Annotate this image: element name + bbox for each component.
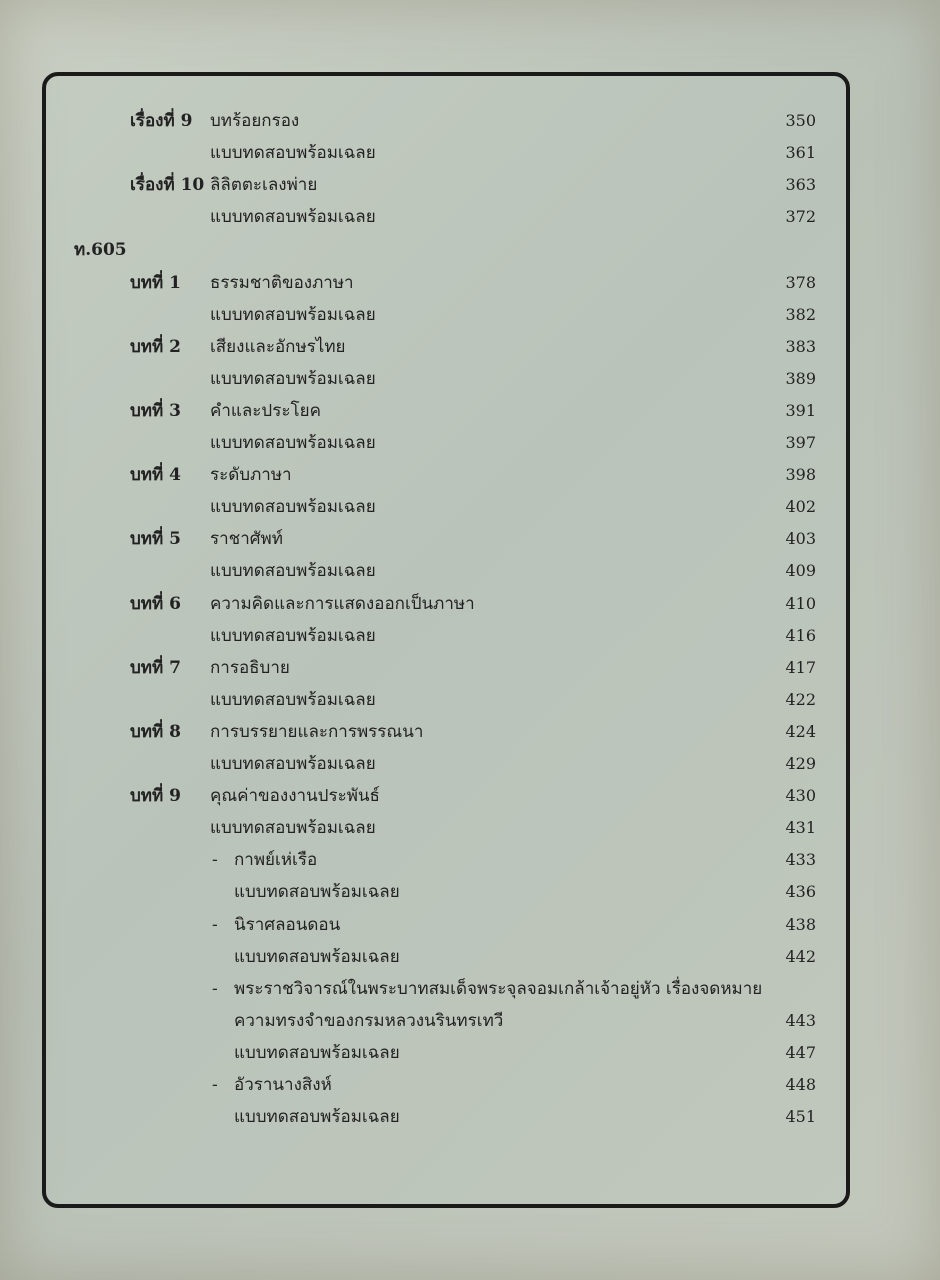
toc-page-number: 430 bbox=[785, 786, 816, 806]
toc-row bbox=[46, 202, 846, 232]
toc-row bbox=[46, 653, 846, 683]
toc-page-number: 451 bbox=[785, 1107, 816, 1127]
toc-row bbox=[46, 1038, 846, 1068]
toc-row bbox=[46, 589, 846, 619]
toc-row bbox=[46, 300, 846, 330]
toc-entry-title: พระราชวิจารณ์ในพระบาทสมเด็จพระจุลจอมเกล้าเจ้าอยู่หัว เรื่องจดหมาย bbox=[234, 978, 763, 999]
toc-entry-title: นิราศลอนดอน bbox=[234, 914, 341, 935]
toc-bullet: - bbox=[212, 1075, 218, 1095]
toc-entry-title: แบบทดสอบพร้อมเฉลย bbox=[210, 304, 376, 325]
toc-row bbox=[46, 717, 846, 747]
toc-entry-title: ลิลิตตะเลงพ่าย bbox=[210, 175, 318, 196]
toc-entry-title: แบบทดสอบพร้อมเฉลย bbox=[210, 754, 376, 774]
toc-row bbox=[46, 1070, 846, 1100]
toc-entry-title: แบบทดสอบพร้อมเฉลย bbox=[210, 625, 376, 646]
toc-row bbox=[46, 332, 846, 362]
toc-row bbox=[46, 556, 846, 586]
toc-frame bbox=[42, 72, 850, 1208]
toc-entry-title: บทร้อยกรอง bbox=[210, 111, 300, 131]
toc-page-number: 447 bbox=[785, 1042, 816, 1062]
toc-page-number: 389 bbox=[785, 368, 816, 388]
toc-row bbox=[46, 138, 846, 168]
toc-page-number: 433 bbox=[785, 850, 816, 870]
toc-page-number: 372 bbox=[785, 207, 816, 227]
toc-chapter-label: บทที่ 6 bbox=[130, 593, 181, 614]
toc-page-number: 424 bbox=[785, 721, 816, 741]
toc-page-number: 350 bbox=[785, 111, 816, 130]
toc-page-number: 402 bbox=[785, 497, 816, 517]
toc-chapter-label: บทที่ 9 bbox=[130, 786, 181, 807]
toc-entry-title: คุณค่าของงานประพันธ์ bbox=[210, 786, 380, 807]
toc-page-number: 382 bbox=[785, 304, 816, 324]
toc-chapter-label: บทที่ 7 bbox=[130, 657, 181, 678]
toc-page-number: 438 bbox=[785, 914, 816, 934]
toc-entry-title: แบบทดสอบพร้อมเฉลย bbox=[234, 1042, 400, 1063]
toc-row bbox=[46, 428, 846, 458]
toc-row bbox=[46, 813, 846, 843]
toc-chapter-label: บทที่ 3 bbox=[130, 400, 181, 421]
toc-row bbox=[46, 877, 846, 907]
toc-page-number: 363 bbox=[785, 175, 816, 195]
toc-page-number: 416 bbox=[785, 625, 816, 645]
toc-page-number: 378 bbox=[785, 272, 816, 292]
toc-entry-title: แบบทดสอบพร้อมเฉลย bbox=[210, 433, 376, 453]
toc-entry-title: การอธิบาย bbox=[210, 657, 290, 678]
toc-page-number: 448 bbox=[785, 1075, 816, 1094]
toc-row bbox=[46, 749, 846, 779]
toc-bullet: - bbox=[212, 978, 218, 999]
toc-chapter-label: เรื่องที่ 10 bbox=[130, 175, 205, 196]
toc-row bbox=[46, 942, 846, 972]
table-of-contents bbox=[46, 76, 846, 1204]
toc-entry-title: กาพย์เห่เรือ bbox=[234, 850, 318, 871]
toc-row bbox=[46, 460, 846, 490]
toc-entry-title: ระดับภาษา bbox=[210, 465, 292, 486]
toc-entry-title: ความคิดและการแสดงออกเป็นภาษา bbox=[210, 593, 475, 614]
toc-page-number: 429 bbox=[785, 754, 816, 773]
toc-bullet: - bbox=[212, 914, 218, 935]
toc-row bbox=[46, 621, 846, 651]
toc-page-number: 361 bbox=[785, 143, 816, 163]
toc-entry-title: การบรรยายและการพรรณนา bbox=[210, 721, 424, 742]
toc-page-number: 422 bbox=[785, 689, 816, 709]
toc-page-number: 442 bbox=[785, 946, 816, 966]
toc-page-number: 409 bbox=[785, 561, 816, 581]
toc-row bbox=[46, 396, 846, 426]
toc-row bbox=[46, 492, 846, 522]
toc-entry-title: แบบทดสอบพร้อมเฉลย bbox=[210, 689, 376, 710]
toc-chapter-label: บทที่ 8 bbox=[130, 721, 181, 742]
toc-page-number: 417 bbox=[785, 657, 816, 677]
toc-row bbox=[46, 364, 846, 394]
toc-entry-title: เสียงและอักษรไทย bbox=[210, 336, 346, 357]
toc-chapter-label: บทที่ 4 bbox=[130, 465, 181, 486]
toc-chapter-label: บทที่ 1 bbox=[130, 272, 181, 293]
toc-page-number: 398 bbox=[785, 465, 816, 485]
toc-row bbox=[46, 685, 846, 715]
toc-entry-title: ธรรมชาติของภาษา bbox=[210, 272, 354, 293]
toc-entry-title: แบบทดสอบพร้อมเฉลย bbox=[210, 143, 376, 164]
toc-entry-title: แบบทดสอบพร้อมเฉลย bbox=[234, 946, 400, 967]
toc-entry-title: แบบทดสอบพร้อมเฉลย bbox=[234, 1107, 400, 1128]
toc-entry-title: ความทรงจำของกรมหลวงนรินทรเทวี bbox=[234, 1010, 504, 1031]
toc-row bbox=[46, 106, 846, 136]
toc-entry-title: แบบทดสอบพร้อมเฉลย bbox=[210, 497, 376, 518]
toc-chapter-label: บทที่ 5 bbox=[130, 529, 181, 550]
toc-section-label: ท.605 bbox=[74, 240, 127, 261]
toc-page-number: 397 bbox=[785, 433, 816, 452]
toc-entry-title: คำและประโยค bbox=[210, 400, 321, 421]
toc-entry-title: แบบทดสอบพร้อมเฉลย bbox=[210, 207, 376, 228]
toc-entry-title: แบบทดสอบพร้อมเฉลย bbox=[210, 818, 376, 839]
toc-chapter-label: เรื่องที่ 9 bbox=[130, 111, 193, 131]
toc-row bbox=[46, 170, 846, 200]
toc-row bbox=[46, 781, 846, 811]
toc-row bbox=[46, 268, 846, 298]
toc-entry-title: แบบทดสอบพร้อมเฉลย bbox=[210, 561, 376, 582]
toc-bullet: - bbox=[212, 850, 218, 871]
toc-page-number: 410 bbox=[785, 593, 816, 613]
toc-row bbox=[46, 845, 846, 875]
toc-page-number: 436 bbox=[785, 882, 816, 902]
toc-page-number: 391 bbox=[785, 400, 816, 420]
toc-row bbox=[46, 974, 846, 1004]
toc-entry-title: ราชาศัพท์ bbox=[210, 529, 283, 550]
toc-page-number: 403 bbox=[785, 529, 816, 549]
toc-entry-title: อัวรานางสิงห์ bbox=[234, 1075, 332, 1095]
toc-entry-title: แบบทดสอบพร้อมเฉลย bbox=[210, 368, 376, 389]
toc-page-number: 431 bbox=[785, 818, 816, 838]
toc-row bbox=[46, 524, 846, 554]
toc-page-number: 383 bbox=[785, 336, 816, 356]
toc-row bbox=[46, 910, 846, 940]
toc-row bbox=[46, 1006, 846, 1036]
toc-chapter-label: บทที่ 2 bbox=[130, 336, 181, 357]
toc-page-number: 443 bbox=[785, 1010, 816, 1030]
toc-entry-title: แบบทดสอบพร้อมเฉลย bbox=[234, 882, 400, 903]
toc-row bbox=[46, 1102, 846, 1132]
